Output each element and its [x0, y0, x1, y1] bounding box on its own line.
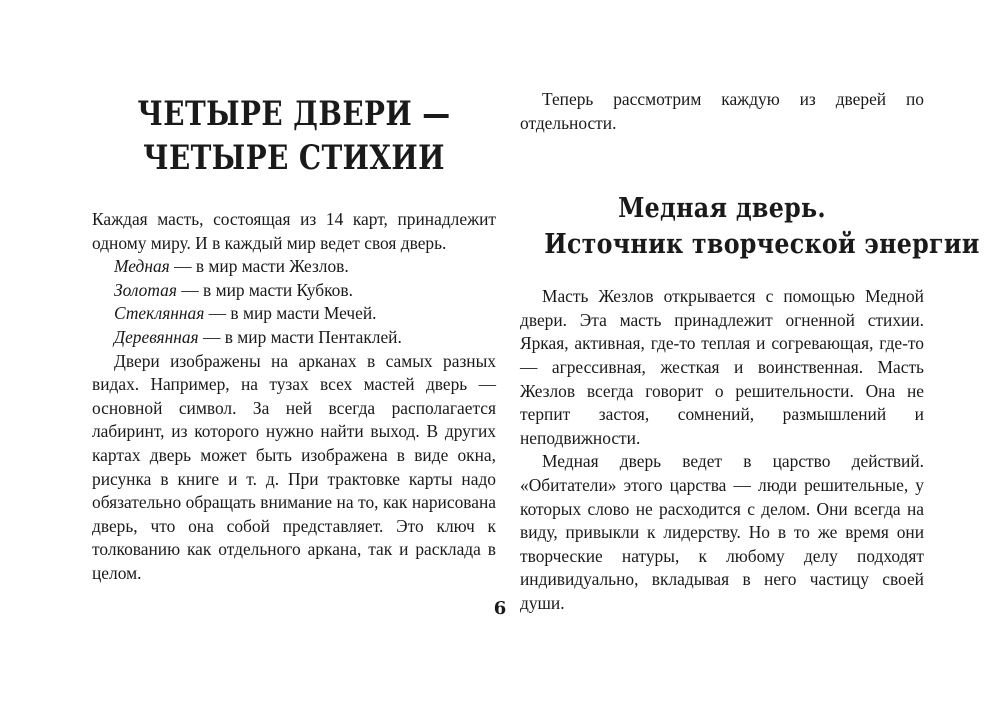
door-name: Золотая — [114, 279, 177, 300]
door-item-copper — [92, 255, 496, 279]
section-heading — [544, 191, 980, 263]
section-heading-line-1: Медная дверь. — [618, 193, 826, 225]
right-intro-text — [520, 88, 924, 135]
door-item-glass — [92, 302, 496, 326]
door-description: — в мир масти Пентаклей. — [198, 326, 402, 347]
chapter-heading — [128, 92, 459, 180]
right-column — [520, 88, 980, 616]
door-name: Стеклянная — [114, 303, 205, 324]
intro-paragraph: Каждая масть, состоящая из 14 карт, принадлежит одному миру. И в каждый мир ведет своя дверь. — [92, 209, 496, 253]
door-description: — в мир масти Кубков. — [176, 279, 353, 300]
chapter-heading-line-1: ЧЕТЫРЕ ДВЕРИ — — [137, 94, 451, 134]
copper-door-paragraph: Медная дверь ведет в царство действий. «Обитатели» этого царства — люди решительные, у которых слово не расходится с делом. Они всегда на виду, привыкли к лидерству. Но в то же время они творческие натуры, к любому делу подходят индивидуально, вкладывая в него частицу своей души. — [520, 451, 924, 613]
right-body-text — [520, 285, 924, 615]
door-item-gold — [92, 279, 496, 303]
door-description: — в мир масти Мечей. — [204, 303, 377, 324]
door-description: — в мир масти Жезлов. — [169, 256, 349, 277]
left-body-text — [92, 208, 496, 586]
doors-paragraph: Двери изображены на арканах в самых разных видах. Например, на тузах всех мастей дверь — основной символ. За ней всегда располагается лабиринт, из которого нужно найти выход. В других картах дверь может быть изображена в виде окна, рисунка в книге и т. д. При трактовке карты надо обязательно обращать внимание на то, как нарисована дверь, что она собой представляет. Это ключ к толкованию как отдельного аркана, так и расклада в целом. — [92, 350, 496, 583]
door-name: Деревянная — [114, 326, 199, 347]
chapter-heading-line-2: ЧЕТЫРЕ СТИХИИ — [143, 138, 445, 178]
page-number: 6 — [493, 598, 507, 619]
wands-paragraph: Масть Жезлов открывается с помощью Медной двери. Эта масть принадлежит огненной стихии. Яркая, активная, где-то теплая и согревающая, где-то — агрессивная, жесткая и воинственная. Масть Жезлов всегда говорит о решительности. Она не терпит застоя, сомнений, размышлений и неподвижности. — [520, 286, 924, 448]
left-column — [92, 92, 496, 586]
door-name: Медная — [114, 256, 170, 277]
door-item-wood — [92, 326, 496, 350]
right-intro-paragraph: Теперь рассмотрим каждую из дверей по отдельности. — [520, 89, 924, 133]
section-heading-line-2: Источник творческой энергии — [544, 229, 980, 261]
